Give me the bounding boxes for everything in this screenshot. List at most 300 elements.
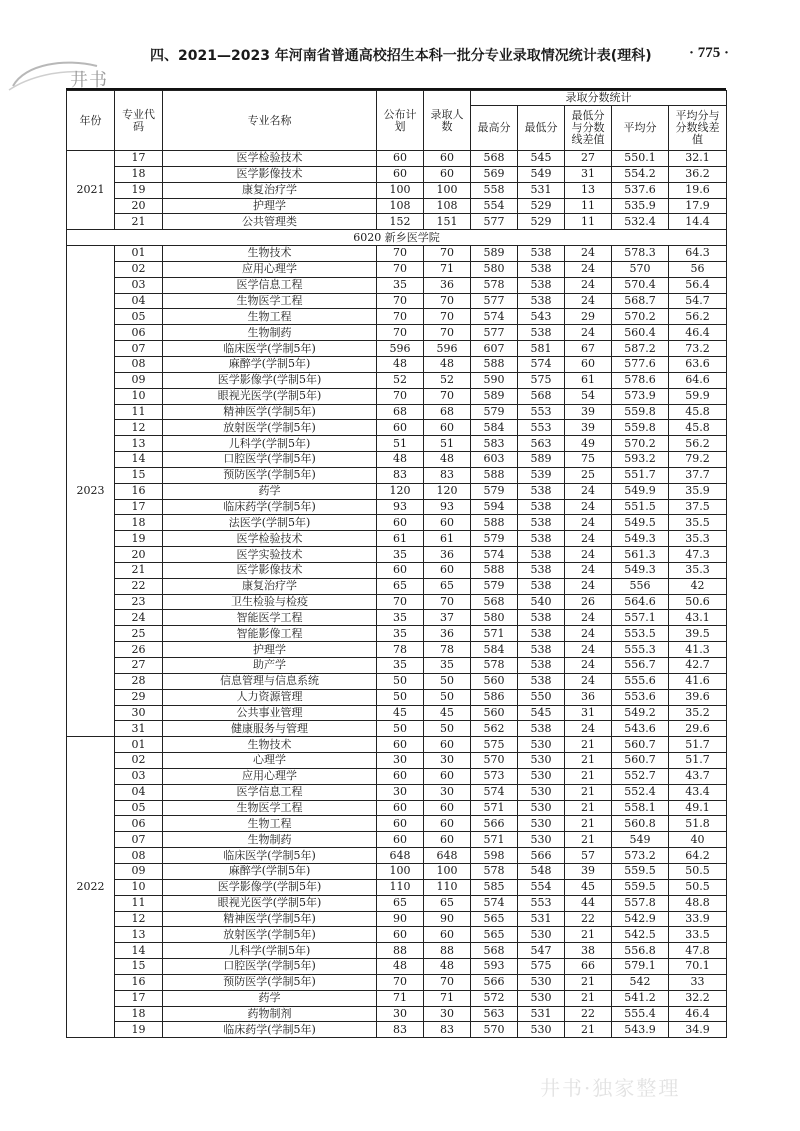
min-diff-cell: 39 [565, 863, 612, 879]
max-cell: 566 [471, 816, 518, 832]
admission-table [66, 90, 727, 1038]
table-row [67, 198, 727, 214]
min-cell: 575 [518, 372, 565, 388]
name-cell: 人力资源管理 [163, 689, 377, 705]
code-cell: 23 [115, 594, 163, 610]
code-cell: 05 [115, 800, 163, 816]
avg-diff-cell: 51.7 [669, 753, 727, 769]
code-cell: 18 [115, 515, 163, 531]
code-cell: 03 [115, 768, 163, 784]
admitted-cell: 45 [424, 705, 471, 721]
plan-cell: 35 [377, 610, 424, 626]
name-cell: 临床药学(学制5年) [163, 499, 377, 515]
avg-cell: 573.9 [612, 388, 669, 404]
min-diff-cell: 21 [565, 832, 612, 848]
header-avg: 平均分 [612, 106, 669, 151]
avg-cell: 556.8 [612, 943, 669, 959]
admitted-cell: 151 [424, 214, 471, 230]
min-cell: 529 [518, 214, 565, 230]
avg-cell: 556 [612, 578, 669, 594]
header-min-diff: 最低分与分数线差值 [565, 106, 612, 151]
avg-diff-cell: 36.2 [669, 166, 727, 182]
plan-cell: 60 [377, 562, 424, 578]
table-row [67, 626, 727, 642]
admitted-cell: 65 [424, 895, 471, 911]
plan-cell: 50 [377, 689, 424, 705]
min-cell: 545 [518, 705, 565, 721]
min-diff-cell: 24 [565, 499, 612, 515]
min-cell: 563 [518, 436, 565, 452]
table-body [67, 151, 727, 1038]
name-cell: 药学 [163, 483, 377, 499]
min-diff-cell: 21 [565, 737, 612, 753]
header-min: 最低分 [518, 106, 565, 151]
table-header [67, 91, 727, 151]
code-cell: 14 [115, 943, 163, 959]
avg-cell: 552.7 [612, 768, 669, 784]
avg-diff-cell: 50.5 [669, 863, 727, 879]
name-cell: 信息管理与信息系统 [163, 673, 377, 689]
code-cell: 17 [115, 990, 163, 1006]
avg-diff-cell: 50.6 [669, 594, 727, 610]
table-row [67, 753, 727, 769]
avg-cell: 552.4 [612, 784, 669, 800]
max-cell: 579 [471, 483, 518, 499]
min-cell: 538 [518, 721, 565, 737]
admitted-cell: 70 [424, 293, 471, 309]
max-cell: 588 [471, 562, 518, 578]
avg-diff-cell: 35.3 [669, 562, 727, 578]
logo-text: 井书 [70, 70, 108, 91]
code-cell: 10 [115, 879, 163, 895]
admitted-cell: 48 [424, 452, 471, 468]
min-diff-cell: 57 [565, 848, 612, 864]
school-row [67, 230, 727, 246]
min-cell: 575 [518, 959, 565, 975]
avg-diff-cell: 33 [669, 974, 727, 990]
min-cell: 538 [518, 483, 565, 499]
year-cell: 2023 [67, 246, 115, 737]
max-cell: 589 [471, 388, 518, 404]
table-row [67, 261, 727, 277]
min-cell: 538 [518, 658, 565, 674]
name-cell: 眼视光医学(学制5年) [163, 895, 377, 911]
admitted-cell: 70 [424, 309, 471, 325]
code-cell: 19 [115, 182, 163, 198]
max-cell: 598 [471, 848, 518, 864]
name-cell: 智能影像工程 [163, 626, 377, 642]
table-row [67, 642, 727, 658]
plan-cell: 83 [377, 467, 424, 483]
name-cell: 医学信息工程 [163, 277, 377, 293]
max-cell: 554 [471, 198, 518, 214]
name-cell: 健康服务与管理 [163, 721, 377, 737]
name-cell: 临床医学(学制5年) [163, 848, 377, 864]
max-cell: 585 [471, 879, 518, 895]
name-cell: 生物医学工程 [163, 800, 377, 816]
admitted-cell: 51 [424, 436, 471, 452]
min-cell: 540 [518, 594, 565, 610]
plan-cell: 50 [377, 721, 424, 737]
admitted-cell: 71 [424, 261, 471, 277]
avg-cell: 558.1 [612, 800, 669, 816]
table-row [67, 483, 727, 499]
code-cell: 10 [115, 388, 163, 404]
avg-cell: 542.5 [612, 927, 669, 943]
min-diff-cell: 26 [565, 594, 612, 610]
avg-cell: 549.9 [612, 483, 669, 499]
admitted-cell: 30 [424, 1006, 471, 1022]
avg-diff-cell: 33.9 [669, 911, 727, 927]
min-diff-cell: 21 [565, 753, 612, 769]
min-diff-cell: 39 [565, 404, 612, 420]
header-name: 专业名称 [163, 91, 377, 151]
avg-cell: 570.2 [612, 436, 669, 452]
admitted-cell: 88 [424, 943, 471, 959]
min-cell: 538 [518, 673, 565, 689]
max-cell: 562 [471, 721, 518, 737]
table-row [67, 562, 727, 578]
plan-cell: 70 [377, 974, 424, 990]
plan-cell: 65 [377, 895, 424, 911]
avg-cell: 549.3 [612, 531, 669, 547]
avg-cell: 577.6 [612, 356, 669, 372]
header-year: 年份 [67, 91, 115, 151]
avg-cell: 535.9 [612, 198, 669, 214]
avg-diff-cell: 48.8 [669, 895, 727, 911]
plan-cell: 648 [377, 848, 424, 864]
plan-cell: 71 [377, 990, 424, 1006]
max-cell: 578 [471, 863, 518, 879]
min-diff-cell: 21 [565, 784, 612, 800]
avg-cell: 560.7 [612, 737, 669, 753]
min-diff-cell: 21 [565, 1022, 612, 1038]
plan-cell: 93 [377, 499, 424, 515]
max-cell: 586 [471, 689, 518, 705]
code-cell: 28 [115, 673, 163, 689]
avg-diff-cell: 47.8 [669, 943, 727, 959]
avg-cell: 560.4 [612, 325, 669, 341]
avg-diff-cell: 79.2 [669, 452, 727, 468]
avg-cell: 578.6 [612, 372, 669, 388]
table-row [67, 214, 727, 230]
plan-cell: 45 [377, 705, 424, 721]
plan-cell: 88 [377, 943, 424, 959]
min-diff-cell: 44 [565, 895, 612, 911]
min-cell: 538 [518, 531, 565, 547]
name-cell: 医学影像技术 [163, 562, 377, 578]
avg-diff-cell: 64.3 [669, 246, 727, 262]
table-row [67, 166, 727, 182]
min-diff-cell: 27 [565, 151, 612, 167]
avg-diff-cell: 35.5 [669, 515, 727, 531]
code-cell: 07 [115, 832, 163, 848]
admitted-cell: 70 [424, 974, 471, 990]
admitted-cell: 60 [424, 800, 471, 816]
admitted-cell: 78 [424, 642, 471, 658]
table-row [67, 832, 727, 848]
min-diff-cell: 49 [565, 436, 612, 452]
year-cell: 2021 [67, 151, 115, 230]
min-cell: 547 [518, 943, 565, 959]
code-cell: 26 [115, 642, 163, 658]
name-cell: 儿科学(学制5年) [163, 436, 377, 452]
avg-diff-cell: 73.2 [669, 341, 727, 357]
table-row [67, 293, 727, 309]
avg-cell: 555.3 [612, 642, 669, 658]
plan-cell: 30 [377, 753, 424, 769]
plan-cell: 48 [377, 452, 424, 468]
admitted-cell: 60 [424, 420, 471, 436]
avg-cell: 555.6 [612, 673, 669, 689]
table-row [67, 372, 727, 388]
admitted-cell: 70 [424, 388, 471, 404]
admitted-cell: 83 [424, 1022, 471, 1038]
min-cell: 530 [518, 990, 565, 1006]
min-diff-cell: 22 [565, 1006, 612, 1022]
code-cell: 11 [115, 895, 163, 911]
name-cell: 医学影像技术 [163, 166, 377, 182]
avg-cell: 551.5 [612, 499, 669, 515]
code-cell: 07 [115, 341, 163, 357]
admitted-cell: 68 [424, 404, 471, 420]
min-diff-cell: 21 [565, 800, 612, 816]
admitted-cell: 83 [424, 467, 471, 483]
avg-diff-cell: 49.1 [669, 800, 727, 816]
min-cell: 548 [518, 863, 565, 879]
plan-cell: 90 [377, 911, 424, 927]
admitted-cell: 120 [424, 483, 471, 499]
admitted-cell: 65 [424, 578, 471, 594]
min-diff-cell: 21 [565, 768, 612, 784]
name-cell: 卫生检验与检疫 [163, 594, 377, 610]
avg-diff-cell: 35.3 [669, 531, 727, 547]
code-cell: 15 [115, 959, 163, 975]
name-cell: 康复治疗学 [163, 182, 377, 198]
avg-cell: 560.7 [612, 753, 669, 769]
min-diff-cell: 24 [565, 673, 612, 689]
admitted-cell: 36 [424, 547, 471, 563]
name-cell: 护理学 [163, 642, 377, 658]
avg-diff-cell: 41.6 [669, 673, 727, 689]
table-row [67, 673, 727, 689]
code-cell: 30 [115, 705, 163, 721]
avg-cell: 579.1 [612, 959, 669, 975]
min-cell: 538 [518, 642, 565, 658]
plan-cell: 70 [377, 293, 424, 309]
min-cell: 566 [518, 848, 565, 864]
name-cell: 医学检验技术 [163, 531, 377, 547]
min-diff-cell: 24 [565, 515, 612, 531]
admitted-cell: 70 [424, 246, 471, 262]
table-row [67, 467, 727, 483]
name-cell: 口腔医学(学制5年) [163, 452, 377, 468]
min-diff-cell: 21 [565, 927, 612, 943]
avg-diff-cell: 47.3 [669, 547, 727, 563]
min-diff-cell: 66 [565, 959, 612, 975]
min-diff-cell: 45 [565, 879, 612, 895]
max-cell: 603 [471, 452, 518, 468]
admitted-cell: 60 [424, 768, 471, 784]
avg-diff-cell: 46.4 [669, 325, 727, 341]
min-cell: 530 [518, 1022, 565, 1038]
admitted-cell: 108 [424, 198, 471, 214]
avg-diff-cell: 56 [669, 261, 727, 277]
table-row [67, 594, 727, 610]
table-row [67, 452, 727, 468]
table-row [67, 737, 727, 753]
name-cell: 心理学 [163, 753, 377, 769]
min-cell: 538 [518, 515, 565, 531]
plan-cell: 30 [377, 1006, 424, 1022]
name-cell: 生物技术 [163, 246, 377, 262]
table-row [67, 356, 727, 372]
admitted-cell: 48 [424, 356, 471, 372]
page-title: 四、2021—2023 年河南省普通高校招生本科一批分专业录取情况统计表(理科) [150, 48, 652, 64]
plan-cell: 70 [377, 261, 424, 277]
avg-diff-cell: 32.1 [669, 151, 727, 167]
name-cell: 康复治疗学 [163, 578, 377, 594]
watermark: 井书·独家整理 [540, 1076, 681, 1100]
code-cell: 20 [115, 547, 163, 563]
min-cell: 543 [518, 309, 565, 325]
max-cell: 565 [471, 927, 518, 943]
admitted-cell: 71 [424, 990, 471, 1006]
avg-diff-cell: 54.7 [669, 293, 727, 309]
plan-cell: 60 [377, 737, 424, 753]
table-row [67, 816, 727, 832]
code-cell: 05 [115, 309, 163, 325]
table-row [67, 499, 727, 515]
table-row [67, 388, 727, 404]
table-row [67, 1022, 727, 1038]
table-row [67, 610, 727, 626]
avg-cell: 537.6 [612, 182, 669, 198]
table-row [67, 151, 727, 167]
code-cell: 16 [115, 974, 163, 990]
name-cell: 儿科学(学制5年) [163, 943, 377, 959]
min-cell: 531 [518, 1006, 565, 1022]
plan-cell: 60 [377, 515, 424, 531]
code-cell: 14 [115, 452, 163, 468]
table-row [67, 325, 727, 341]
admitted-cell: 60 [424, 515, 471, 531]
table-row [67, 277, 727, 293]
name-cell: 医学影像学(学制5年) [163, 372, 377, 388]
avg-cell: 550.1 [612, 151, 669, 167]
min-diff-cell: 24 [565, 578, 612, 594]
avg-cell: 549.5 [612, 515, 669, 531]
table-row [67, 848, 727, 864]
max-cell: 560 [471, 705, 518, 721]
year-cell: 2022 [67, 737, 115, 1038]
name-cell: 医学信息工程 [163, 784, 377, 800]
table-row [67, 943, 727, 959]
avg-cell: 549 [612, 832, 669, 848]
code-cell: 18 [115, 1006, 163, 1022]
avg-cell: 542 [612, 974, 669, 990]
avg-diff-cell: 46.4 [669, 1006, 727, 1022]
min-diff-cell: 24 [565, 721, 612, 737]
table-row [67, 436, 727, 452]
table-row [67, 404, 727, 420]
max-cell: 571 [471, 832, 518, 848]
max-cell: 580 [471, 261, 518, 277]
min-cell: 581 [518, 341, 565, 357]
plan-cell: 70 [377, 246, 424, 262]
admitted-cell: 60 [424, 151, 471, 167]
name-cell: 生物制药 [163, 832, 377, 848]
avg-diff-cell: 37.7 [669, 467, 727, 483]
admitted-cell: 70 [424, 594, 471, 610]
min-diff-cell: 21 [565, 990, 612, 1006]
avg-diff-cell: 39.6 [669, 689, 727, 705]
avg-cell: 560.8 [612, 816, 669, 832]
plan-cell: 83 [377, 1022, 424, 1038]
min-cell: 538 [518, 293, 565, 309]
min-cell: 538 [518, 547, 565, 563]
admitted-cell: 30 [424, 784, 471, 800]
avg-cell: 559.5 [612, 879, 669, 895]
avg-diff-cell: 42.7 [669, 658, 727, 674]
avg-diff-cell: 63.6 [669, 356, 727, 372]
name-cell: 预防医学(学制5年) [163, 974, 377, 990]
avg-diff-cell: 41.3 [669, 642, 727, 658]
code-cell: 22 [115, 578, 163, 594]
min-cell: 545 [518, 151, 565, 167]
min-diff-cell: 24 [565, 642, 612, 658]
header-plan: 公布计划 [377, 91, 424, 151]
max-cell: 584 [471, 420, 518, 436]
name-cell: 生物技术 [163, 737, 377, 753]
min-diff-cell: 60 [565, 356, 612, 372]
header-admitted: 录取人数 [424, 91, 471, 151]
name-cell: 护理学 [163, 198, 377, 214]
min-cell: 530 [518, 784, 565, 800]
table-row [67, 990, 727, 1006]
name-cell: 医学实验技术 [163, 547, 377, 563]
min-cell: 539 [518, 467, 565, 483]
code-cell: 02 [115, 753, 163, 769]
plan-cell: 60 [377, 151, 424, 167]
avg-cell: 556.7 [612, 658, 669, 674]
plan-cell: 60 [377, 420, 424, 436]
admitted-cell: 61 [424, 531, 471, 547]
min-diff-cell: 24 [565, 261, 612, 277]
avg-diff-cell: 29.6 [669, 721, 727, 737]
admitted-cell: 37 [424, 610, 471, 626]
max-cell: 570 [471, 1022, 518, 1038]
min-diff-cell: 24 [565, 293, 612, 309]
max-cell: 578 [471, 658, 518, 674]
max-cell: 579 [471, 404, 518, 420]
avg-cell: 587.2 [612, 341, 669, 357]
plan-cell: 48 [377, 356, 424, 372]
name-cell: 眼视光医学(学制5年) [163, 388, 377, 404]
table-row [67, 879, 727, 895]
admitted-cell: 36 [424, 626, 471, 642]
plan-cell: 60 [377, 768, 424, 784]
avg-diff-cell: 64.6 [669, 372, 727, 388]
max-cell: 588 [471, 356, 518, 372]
plan-cell: 596 [377, 341, 424, 357]
min-diff-cell: 13 [565, 182, 612, 198]
table-row [67, 515, 727, 531]
admitted-cell: 48 [424, 959, 471, 975]
admitted-cell: 60 [424, 927, 471, 943]
avg-cell: 593.2 [612, 452, 669, 468]
avg-diff-cell: 50.5 [669, 879, 727, 895]
